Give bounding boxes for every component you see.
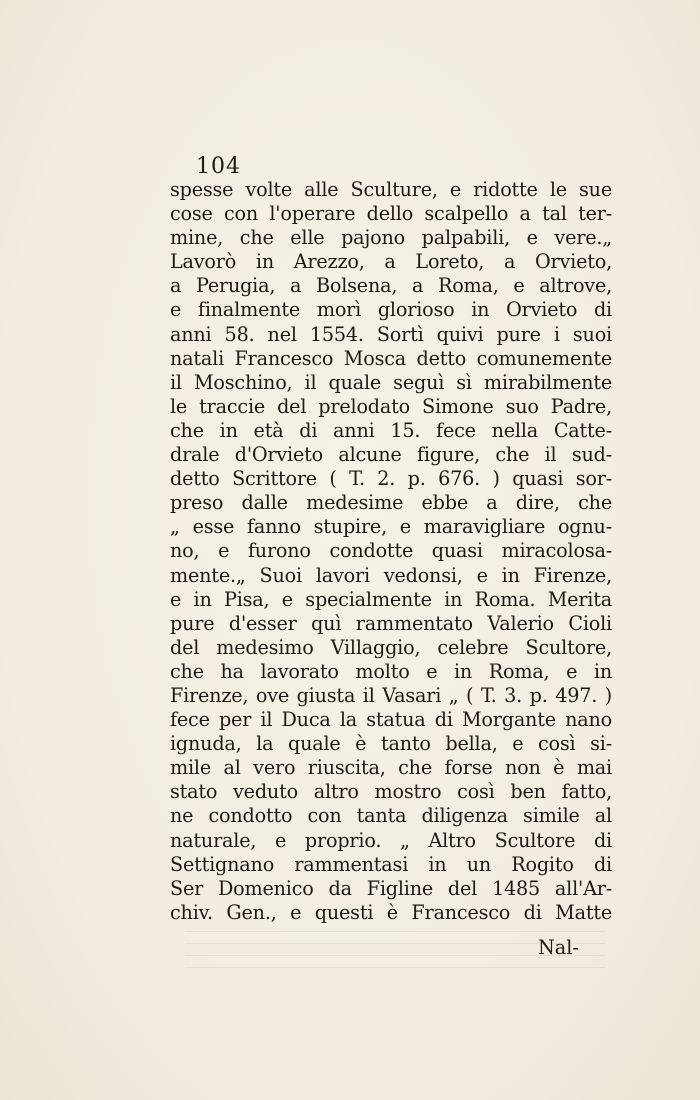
text-line: detto Scrittore ( T. 2. p. 676. ) quasi sor- [170, 467, 612, 491]
text-line: anni 58. nel 1554. Sortì quivi pure i suoi [170, 322, 612, 346]
text-line: che ha lavorato molto e in Roma, e in [170, 659, 612, 683]
text-line: chiv. Gen., e questi è Francesco di Matte [170, 900, 612, 924]
text-line: Settignano rammentasi in un Rogito di [170, 852, 612, 876]
text-line: e in Pisa, e specialmente in Roma. Merita [170, 587, 612, 611]
text-line: stato veduto altro mostro così ben fatto, [170, 780, 612, 804]
text-line: fece per il Duca la statua di Morgante nano [170, 708, 612, 732]
text-line: no, e furono condotte quasi miracolosa- [170, 539, 612, 563]
text-line: del medesimo Villaggio, celebre Scultore, [170, 635, 612, 659]
text-line: Lavorò in Arezzo, a Loreto, a Orvieto, [170, 250, 612, 274]
text-line: a Perugia, a Bolsena, a Roma, e altrove, [170, 274, 612, 298]
text-line: drale d'Orvieto alcune figure, che il sud- [170, 443, 612, 467]
text-line: natali Francesco Mosca detto comunemente [170, 346, 612, 370]
text-line: mile al vero riuscita, che forse non è mai [170, 756, 612, 780]
text-line: preso dalle medesime ebbe a dire, che [170, 491, 612, 515]
catchword: Nal- [538, 936, 579, 959]
page-number: 104 [196, 154, 241, 179]
text-line: ignuda, la quale è tanto bella, e così si- [170, 732, 612, 756]
text-line: le traccie del prelodato Simone suo Padre, [170, 394, 612, 418]
text-line: mente.„ Suoi lavori vedonsi, e in Firenze, [170, 563, 612, 587]
text-line: spesse volte alle Sculture, e ridotte le sue [170, 178, 612, 201]
text-line: mine, che elle pajono palpabili, e vere.„ [170, 226, 612, 250]
text-line: pure d'esser quì rammentato Valerio Cioli [170, 611, 612, 635]
text-line: Firenze, ove giusta il Vasari „ ( T. 3. p. 497. ) [170, 683, 612, 707]
text-line: naturale, e proprio. „ Altro Scultore di [170, 828, 612, 852]
body-text [170, 178, 612, 925]
text-line: „ esse fanno stupire, e maravigliare ognu- [170, 515, 612, 539]
text-line: cose con l'operare dello scalpello a tal ter- [170, 202, 612, 226]
text-line: che in età di anni 15. fece nella Catte- [170, 418, 612, 442]
text-line: il Moschino, il quale seguì sì mirabilmente [170, 370, 612, 394]
text-line: ne condotto con tanta diligenza simile al [170, 804, 612, 828]
text-line: e finalmente morì glorioso in Orvieto di [170, 298, 612, 322]
text-line: Ser Domenico da Figline del 1485 all'Ar- [170, 876, 612, 900]
